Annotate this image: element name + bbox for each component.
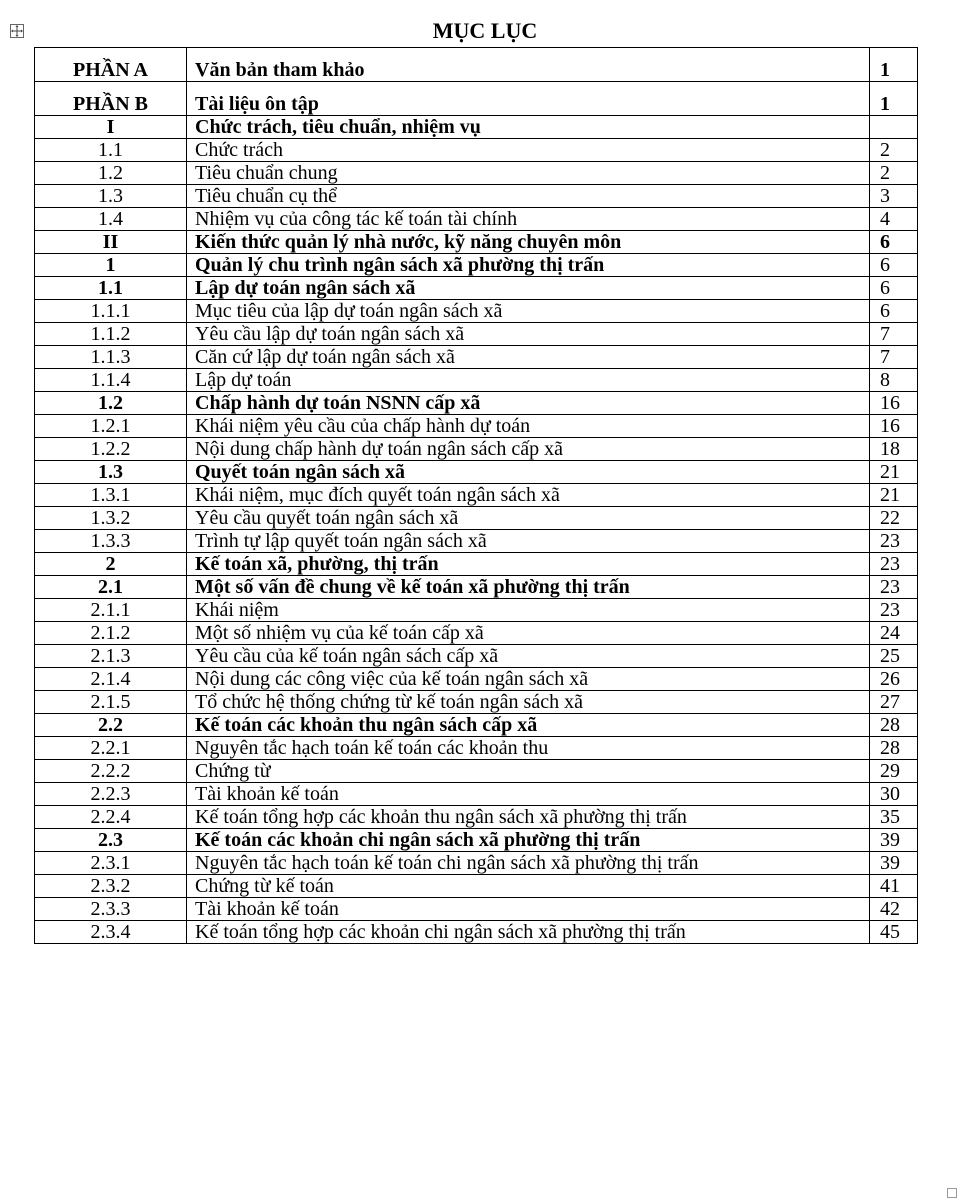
toc-page-number: 35 <box>870 806 918 829</box>
toc-section-number: 1.2 <box>35 392 187 415</box>
toc-row <box>35 139 918 162</box>
toc-section-title: Chức trách, tiêu chuẩn, nhiệm vụ <box>187 116 870 139</box>
toc-row <box>35 82 918 116</box>
toc-row <box>35 714 918 737</box>
toc-page-number: 7 <box>870 346 918 369</box>
toc-section-number: 2.1.4 <box>35 668 187 691</box>
toc-row <box>35 392 918 415</box>
toc-row <box>35 691 918 714</box>
toc-row <box>35 783 918 806</box>
toc-section-number: 2.3.2 <box>35 875 187 898</box>
toc-section-number: 1.1.2 <box>35 323 187 346</box>
toc-page-number: 2 <box>870 162 918 185</box>
toc-row <box>35 530 918 553</box>
toc-section-number: 2 <box>35 553 187 576</box>
toc-section-title: Chứng từ kế toán <box>187 875 870 898</box>
toc-section-number: PHẦN B <box>35 82 187 116</box>
toc-page-number: 18 <box>870 438 918 461</box>
toc-section-title: Yêu cầu quyết toán ngân sách xã <box>187 507 870 530</box>
toc-row <box>35 208 918 231</box>
toc-section-number: 2.3.4 <box>35 921 187 944</box>
toc-page-number: 23 <box>870 599 918 622</box>
toc-page-number: 6 <box>870 254 918 277</box>
toc-page-number: 1 <box>870 48 918 82</box>
toc-page-number: 23 <box>870 553 918 576</box>
toc-section-title: Kế toán các khoản chi ngân sách xã phường thị trấn <box>187 829 870 852</box>
toc-section-title: Nội dung các công việc của kế toán ngân sách xã <box>187 668 870 691</box>
toc-row <box>35 829 918 852</box>
toc-row <box>35 737 918 760</box>
toc-page-number: 23 <box>870 576 918 599</box>
toc-section-title: Chấp hành dự toán NSNN cấp xã <box>187 392 870 415</box>
toc-row <box>35 323 918 346</box>
toc-row <box>35 507 918 530</box>
toc-section-number: 1.2.2 <box>35 438 187 461</box>
toc-row <box>35 875 918 898</box>
document-title: MỤC LỤC <box>432 18 538 43</box>
toc-section-title: Mục tiêu của lập dự toán ngân sách xã <box>187 300 870 323</box>
toc-section-title: Khái niệm, mục đích quyết toán ngân sách xã <box>187 484 870 507</box>
toc-section-title: Nguyên tắc hạch toán kế toán chi ngân sách xã phường thị trấn <box>187 852 870 875</box>
toc-section-number: 2.2 <box>35 714 187 737</box>
toc-section-title: Yêu cầu của kế toán ngân sách cấp xã <box>187 645 870 668</box>
toc-row <box>35 622 918 645</box>
toc-section-number: 2.2.3 <box>35 783 187 806</box>
toc-row <box>35 668 918 691</box>
toc-row <box>35 553 918 576</box>
toc-row <box>35 806 918 829</box>
toc-row <box>35 645 918 668</box>
toc-section-title: Tài khoản kế toán <box>187 783 870 806</box>
toc-section-title: Chức trách <box>187 139 870 162</box>
toc-section-title: Nguyên tắc hạch toán kế toán các khoản thu <box>187 737 870 760</box>
toc-row <box>35 599 918 622</box>
toc-section-number: 1.1 <box>35 277 187 300</box>
toc-section-title: Trình tự lập quyết toán ngân sách xã <box>187 530 870 553</box>
toc-section-title: Tài khoản kế toán <box>187 898 870 921</box>
toc-section-title: Nội dung chấp hành dự toán ngân sách cấp xã <box>187 438 870 461</box>
toc-row <box>35 484 918 507</box>
toc-row <box>35 369 918 392</box>
toc-row <box>35 254 918 277</box>
toc-page-number: 21 <box>870 484 918 507</box>
toc-page-number: 45 <box>870 921 918 944</box>
toc-section-number: 1.2.1 <box>35 415 187 438</box>
toc-section-number: 1.3.3 <box>35 530 187 553</box>
toc-section-number: 2.2.1 <box>35 737 187 760</box>
table-resize-handle[interactable] <box>947 1188 957 1198</box>
toc-section-number: 2.3.3 <box>35 898 187 921</box>
toc-section-number: 1.2 <box>35 162 187 185</box>
toc-page-number: 7 <box>870 323 918 346</box>
toc-row <box>35 116 918 139</box>
toc-section-number: 2.2.4 <box>35 806 187 829</box>
toc-page-number: 28 <box>870 714 918 737</box>
toc-row <box>35 277 918 300</box>
toc-section-number: 1.3 <box>35 185 187 208</box>
toc-section-title: Tài liệu ôn tập <box>187 82 870 116</box>
toc-row <box>35 162 918 185</box>
toc-section-number: 2.1 <box>35 576 187 599</box>
toc-page-number: 16 <box>870 415 918 438</box>
toc-page-number: 39 <box>870 852 918 875</box>
toc-page-number: 39 <box>870 829 918 852</box>
toc-section-title: Khái niệm <box>187 599 870 622</box>
toc-section-title: Tiêu chuẩn chung <box>187 162 870 185</box>
toc-page-number: 23 <box>870 530 918 553</box>
toc-page-number: 26 <box>870 668 918 691</box>
toc-section-title: Căn cứ lập dự toán ngân sách xã <box>187 346 870 369</box>
toc-row <box>35 576 918 599</box>
toc-page-number: 3 <box>870 185 918 208</box>
toc-page-number: 21 <box>870 461 918 484</box>
toc-page-number: 1 <box>870 82 918 116</box>
toc-section-title: Một số vấn đề chung về kế toán xã phường thị trấn <box>187 576 870 599</box>
toc-section-number: 2.3.1 <box>35 852 187 875</box>
toc-row <box>35 461 918 484</box>
toc-section-title: Lập dự toán ngân sách xã <box>187 277 870 300</box>
toc-row <box>35 415 918 438</box>
toc-page-number: 16 <box>870 392 918 415</box>
toc-section-number: 2.1.5 <box>35 691 187 714</box>
toc-section-number: 2.1.3 <box>35 645 187 668</box>
toc-section-number: 1.3.1 <box>35 484 187 507</box>
toc-page-number: 2 <box>870 139 918 162</box>
toc-page-number: 6 <box>870 231 918 254</box>
toc-section-title: Kế toán các khoản thu ngân sách cấp xã <box>187 714 870 737</box>
toc-section-title: Kiến thức quản lý nhà nước, kỹ năng chuyên môn <box>187 231 870 254</box>
toc-page-number: 25 <box>870 645 918 668</box>
toc-row <box>35 898 918 921</box>
toc-page-number: 4 <box>870 208 918 231</box>
toc-section-number: I <box>35 116 187 139</box>
toc-section-title: Yêu cầu lập dự toán ngân sách xã <box>187 323 870 346</box>
toc-page-number: 28 <box>870 737 918 760</box>
toc-row <box>35 185 918 208</box>
toc-section-number: 1.1 <box>35 139 187 162</box>
toc-section-number: 1.1.4 <box>35 369 187 392</box>
toc-section-number: 1 <box>35 254 187 277</box>
toc-page-number: 24 <box>870 622 918 645</box>
toc-section-title: Lập dự toán <box>187 369 870 392</box>
toc-section-title: Kế toán xã, phường, thị trấn <box>187 553 870 576</box>
toc-section-title: Chứng từ <box>187 760 870 783</box>
toc-page-number: 6 <box>870 300 918 323</box>
toc-section-title: Khái niệm yêu cầu của chấp hành dự toán <box>187 415 870 438</box>
toc-section-title: Một số nhiệm vụ của kế toán cấp xã <box>187 622 870 645</box>
toc-page-number: 41 <box>870 875 918 898</box>
toc-section-title: Quyết toán ngân sách xã <box>187 461 870 484</box>
toc-section-number: 2.1.2 <box>35 622 187 645</box>
toc-section-title: Kế toán tổng hợp các khoản thu ngân sách xã phường thị trấn <box>187 806 870 829</box>
toc-page-number: 29 <box>870 760 918 783</box>
toc-row <box>35 760 918 783</box>
toc-page-number: 8 <box>870 369 918 392</box>
toc-section-number: 1.3 <box>35 461 187 484</box>
toc-section-title: Tiêu chuẩn cụ thể <box>187 185 870 208</box>
toc-page-number: 27 <box>870 691 918 714</box>
toc-row <box>35 438 918 461</box>
toc-row <box>35 300 918 323</box>
toc-row <box>35 852 918 875</box>
toc-row <box>35 48 918 82</box>
toc-section-number: 2.1.1 <box>35 599 187 622</box>
toc-page-number: 6 <box>870 277 918 300</box>
toc-section-number: 1.4 <box>35 208 187 231</box>
toc-section-number: II <box>35 231 187 254</box>
toc-section-title: Văn bản tham khảo <box>187 48 870 82</box>
toc-section-title: Nhiệm vụ của công tác kế toán tài chính <box>187 208 870 231</box>
toc-page-number <box>870 116 918 139</box>
toc-page-number: 22 <box>870 507 918 530</box>
toc-page-number: 30 <box>870 783 918 806</box>
toc-section-title: Tổ chức hệ thống chứng từ kế toán ngân sách xã <box>187 691 870 714</box>
toc-row <box>35 346 918 369</box>
toc-section-title: Quản lý chu trình ngân sách xã phường thị trấn <box>187 254 870 277</box>
table-of-contents <box>34 47 918 944</box>
toc-page-number: 42 <box>870 898 918 921</box>
toc-section-number: 1.1.3 <box>35 346 187 369</box>
toc-row <box>35 231 918 254</box>
toc-section-number: 1.3.2 <box>35 507 187 530</box>
toc-section-number: 1.1.1 <box>35 300 187 323</box>
toc-section-number: 2.3 <box>35 829 187 852</box>
toc-section-number: 2.2.2 <box>35 760 187 783</box>
toc-row <box>35 921 918 944</box>
toc-section-title: Kế toán tổng hợp các khoản chi ngân sách xã phường thị trấn <box>187 921 870 944</box>
toc-section-number: PHẦN A <box>35 48 187 82</box>
